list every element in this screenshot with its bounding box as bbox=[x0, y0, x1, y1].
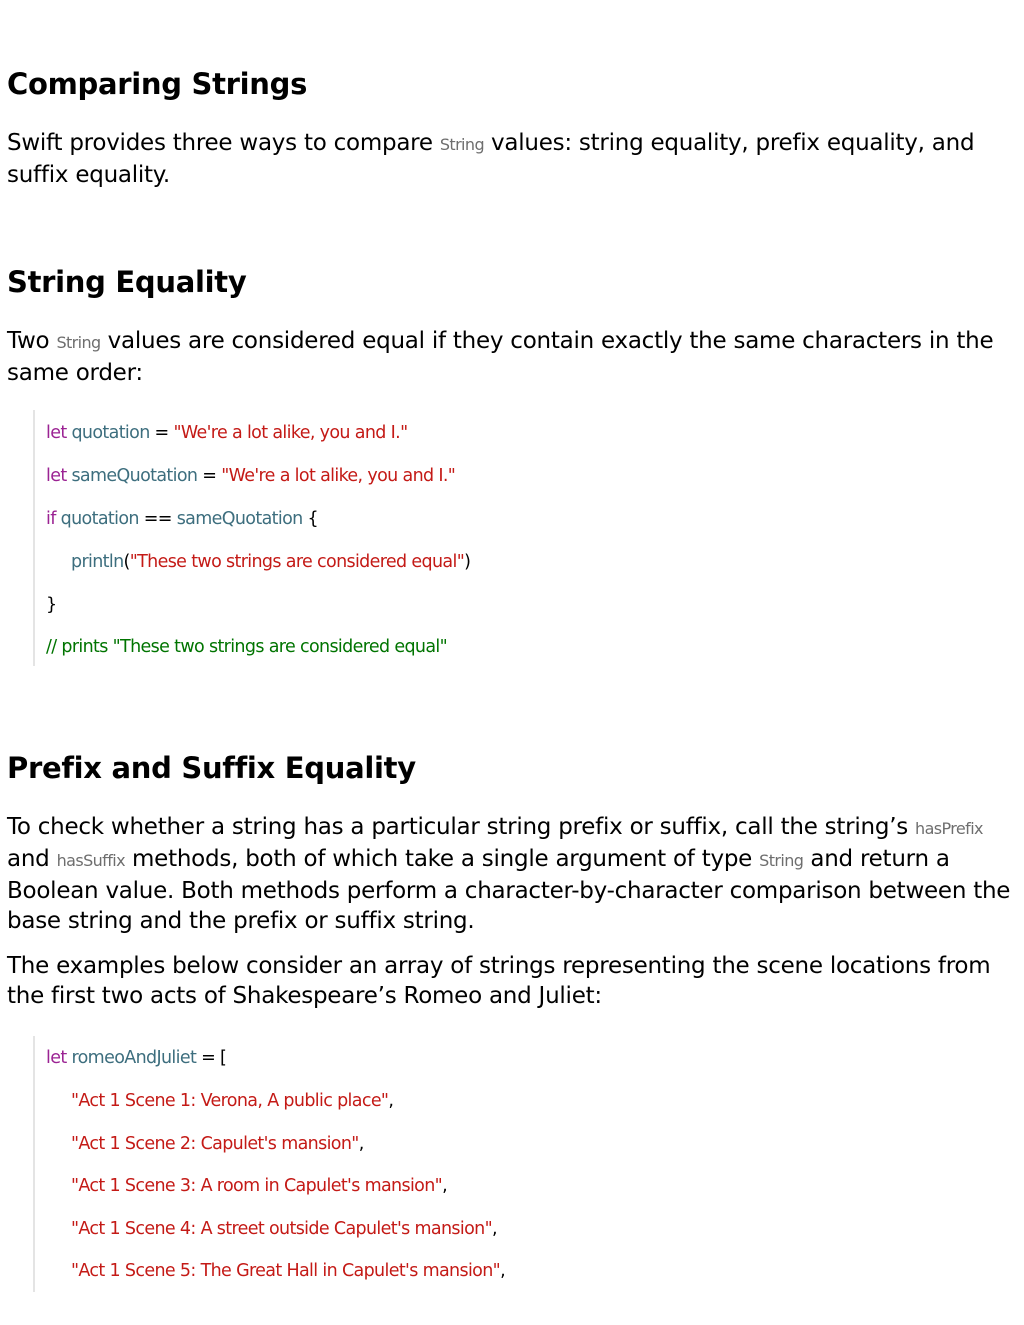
code-line bbox=[35, 592, 56, 618]
keyword: let bbox=[46, 1048, 67, 1068]
code-line bbox=[35, 549, 470, 575]
text: methods, both of which take a single argument of type bbox=[124, 846, 760, 872]
string-literal: "Act 1 Scene 4: A street outside Capulet's mansion" bbox=[71, 1219, 492, 1239]
code-line-array-item bbox=[35, 1088, 393, 1114]
code-line bbox=[35, 506, 318, 532]
inline-code-string: String bbox=[56, 333, 101, 352]
comment: // prints "These two strings are considered equal" bbox=[46, 637, 448, 657]
comma: , bbox=[358, 1134, 364, 1154]
heading-comparing-strings: Comparing Strings bbox=[7, 67, 308, 101]
heading-string-equality: String Equality bbox=[7, 265, 247, 299]
text: Two bbox=[7, 328, 57, 354]
string-literal: "We're a lot alike, you and I." bbox=[221, 466, 456, 486]
paragraph-prefix-examples: The examples below consider an array of strings representing the scene locations from the first two acts of Shakespeare’s Romeo and Juliet: bbox=[7, 953, 991, 1009]
paragraph-prefix-intro bbox=[7, 812, 1012, 936]
text: To check whether a string has a particular string prefix or suffix, call the string’s bbox=[7, 814, 916, 840]
inline-code-hasprefix: hasPrefix bbox=[915, 819, 983, 838]
keyword: if bbox=[46, 509, 56, 529]
string-literal: "These two strings are considered equal" bbox=[129, 552, 465, 572]
keyword: let bbox=[46, 466, 67, 486]
brace: } bbox=[46, 595, 57, 615]
code-line bbox=[35, 1045, 226, 1071]
function-name: println bbox=[71, 552, 124, 572]
text: values: string equality, prefix equality, and suffix equality. bbox=[7, 130, 975, 188]
comma: , bbox=[442, 1176, 447, 1196]
code-block-equality bbox=[33, 410, 635, 666]
string-literal: "Act 1 Scene 1: Verona, A public place" bbox=[71, 1091, 389, 1111]
keyword: let bbox=[46, 423, 67, 443]
operator: = bbox=[197, 466, 222, 486]
inline-code-hassuffix: hasSuffix bbox=[56, 851, 125, 870]
text: and bbox=[7, 846, 57, 872]
code-line bbox=[35, 420, 408, 446]
operator: = bbox=[149, 423, 174, 443]
inline-code-string: String bbox=[759, 851, 804, 870]
code-line-array-item bbox=[35, 1173, 447, 1199]
heading-prefix-suffix-equality: Prefix and Suffix Equality bbox=[7, 751, 416, 785]
identifier: quotation bbox=[71, 423, 150, 443]
text: and return a Boolean value. Both methods perform a character-by-character comparison between the base string and the prefix or suffix string. bbox=[7, 846, 1011, 934]
comma: , bbox=[492, 1219, 497, 1239]
operator: = [ bbox=[196, 1048, 227, 1068]
comma: , bbox=[500, 1261, 505, 1281]
identifier: sameQuotation bbox=[176, 509, 303, 529]
code-line-array-item bbox=[35, 1131, 364, 1157]
paren: ( bbox=[123, 552, 130, 572]
inline-code-string: String bbox=[439, 135, 484, 154]
string-literal: "Act 1 Scene 2: Capulet's mansion" bbox=[71, 1134, 359, 1154]
code-line-array-item bbox=[35, 1258, 505, 1284]
paren: ) bbox=[464, 552, 471, 572]
code-block-romeo-and-juliet bbox=[33, 1036, 635, 1292]
brace: { bbox=[302, 509, 318, 529]
text: values are considered equal if they contain exactly the same characters in the same order: bbox=[7, 328, 994, 386]
string-literal: "Act 1 Scene 5: The Great Hall in Capulet's mansion" bbox=[71, 1261, 501, 1281]
code-line-array-item bbox=[35, 1216, 497, 1242]
paragraph-equality-intro bbox=[7, 326, 1012, 388]
code-line bbox=[35, 634, 447, 660]
string-literal: "Act 1 Scene 3: A room in Capulet's mansion" bbox=[71, 1176, 443, 1196]
paragraph-comparing-intro bbox=[7, 128, 1012, 190]
operator: == bbox=[138, 509, 177, 529]
identifier: sameQuotation bbox=[71, 466, 198, 486]
text: Swift provides three ways to compare bbox=[7, 130, 440, 156]
comma: , bbox=[388, 1091, 394, 1111]
identifier: romeoAndJuliet bbox=[71, 1048, 197, 1068]
code-line bbox=[35, 463, 455, 489]
string-literal: "We're a lot alike, you and I." bbox=[173, 423, 408, 443]
identifier: quotation bbox=[60, 509, 139, 529]
